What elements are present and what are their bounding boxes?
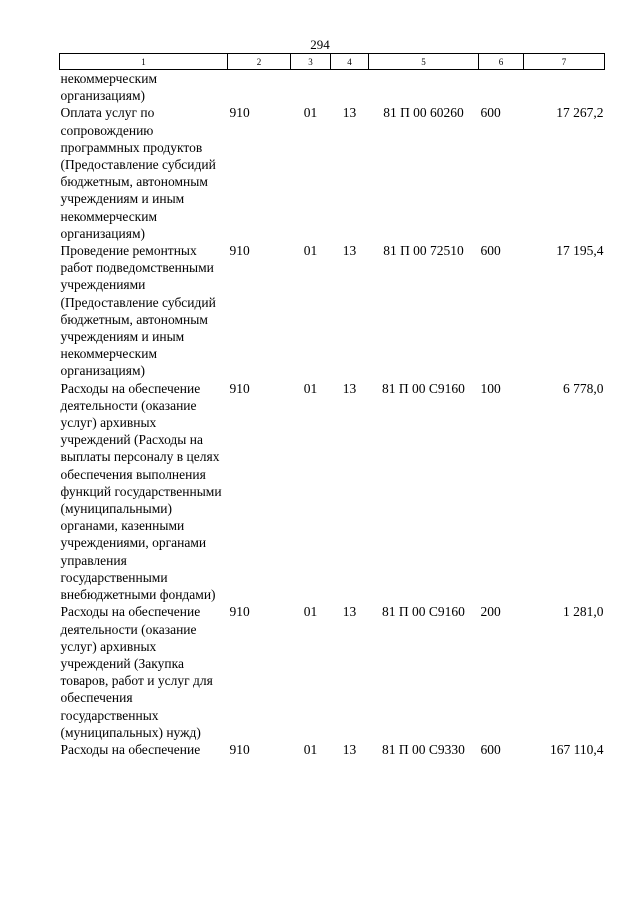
row-name-cell: Расходы на обеспечение xyxy=(60,741,201,757)
table-row xyxy=(60,380,605,604)
row-sum-cell: 6 778,0 xyxy=(563,380,604,396)
row-csr-cell: 81 П 00 С9160 xyxy=(382,380,465,396)
table-row xyxy=(60,741,605,758)
row-gr-cell: 910 xyxy=(229,380,250,396)
row-rz-cell: 01 xyxy=(303,380,318,396)
row-sum-cell: 17 267,2 xyxy=(556,105,604,121)
row-vr-cell: 100 xyxy=(480,380,501,396)
row-sum-cell: 17 195,4 xyxy=(556,243,604,259)
row-name-cell: некоммерческим организациям) xyxy=(60,71,158,104)
row-csr-cell xyxy=(369,70,479,105)
page-number: 294 xyxy=(310,37,330,52)
table-row xyxy=(60,603,605,741)
column-number-header-row xyxy=(60,54,605,70)
row-vr-cell: 200 xyxy=(480,604,501,620)
row-csr-cell: 81 П 00 С9160 xyxy=(382,604,465,620)
row-rz-cell: 01 xyxy=(303,741,318,757)
budget-table xyxy=(59,53,605,758)
row-csr-cell: 81 П 00 С9330 xyxy=(382,741,465,757)
row-gr-cell: 910 xyxy=(229,243,250,259)
row-rz-cell: 01 xyxy=(303,105,318,121)
column-header-4: 4 xyxy=(331,54,369,70)
row-name-cell: Расходы на обеспечение деятельности (оказание услуг) архивных учреждений (Закупка товаров, работ и услуг для обеспечения государственных (муниципальных) нужд) xyxy=(60,604,213,740)
row-vr-cell: 600 xyxy=(480,105,501,121)
row-csr-cell: 81 П 00 72510 xyxy=(383,243,464,259)
row-csr-cell: 81 П 00 60260 xyxy=(383,105,464,121)
column-header-7: 7 xyxy=(524,54,605,70)
column-header-6: 6 xyxy=(479,54,524,70)
row-name-cell: Оплата услуг по сопровождению программных продуктов (Предоставление субсидий бюджетным, автономным учреждениям и иным некоммерческим организациям) xyxy=(60,105,216,241)
row-rz-cell: 01 xyxy=(303,243,318,259)
column-header-1: 1 xyxy=(60,54,228,70)
row-rz-cell: 01 xyxy=(303,604,318,620)
table-row xyxy=(60,70,605,105)
table-row xyxy=(60,104,605,242)
column-header-3: 3 xyxy=(291,54,331,70)
row-name-cell: Проведение ремонтных работ подведомственными учреждениями (Предоставление субсидий бюджетным, автономным учреждениям и иным некоммерческим организациям) xyxy=(60,243,216,379)
row-vr-cell: 600 xyxy=(480,243,501,259)
row-vr-cell xyxy=(479,70,524,105)
row-gr-cell: 910 xyxy=(229,604,250,620)
column-header-2: 2 xyxy=(228,54,291,70)
row-gr-cell: 910 xyxy=(229,105,250,121)
row-pr-cell: 13 xyxy=(342,105,357,121)
table-row xyxy=(60,242,605,380)
column-header-5: 5 xyxy=(369,54,479,70)
row-name-cell: Расходы на обеспечение деятельности (оказание услуг) архивных учреждений (Расходы на выплаты персоналу в целях обеспечения выполнения функций государственными (муниципальными) органами, казенными учреждениями, органами управления государственными внебюджетными фондами) xyxy=(60,380,222,603)
row-pr-cell: 13 xyxy=(342,741,357,757)
row-pr-cell: 13 xyxy=(342,380,357,396)
row-sum-cell: 167 110,4 xyxy=(550,741,604,757)
row-pr-cell: 13 xyxy=(342,604,357,620)
row-rz-cell xyxy=(291,70,331,105)
row-pr-cell xyxy=(331,70,369,105)
row-gr-cell xyxy=(228,70,291,105)
row-gr-cell: 910 xyxy=(229,741,250,757)
row-pr-cell: 13 xyxy=(342,243,357,259)
row-sum-cell: 1 281,0 xyxy=(563,604,604,620)
row-vr-cell: 600 xyxy=(480,741,501,757)
row-sum-cell xyxy=(524,70,605,105)
